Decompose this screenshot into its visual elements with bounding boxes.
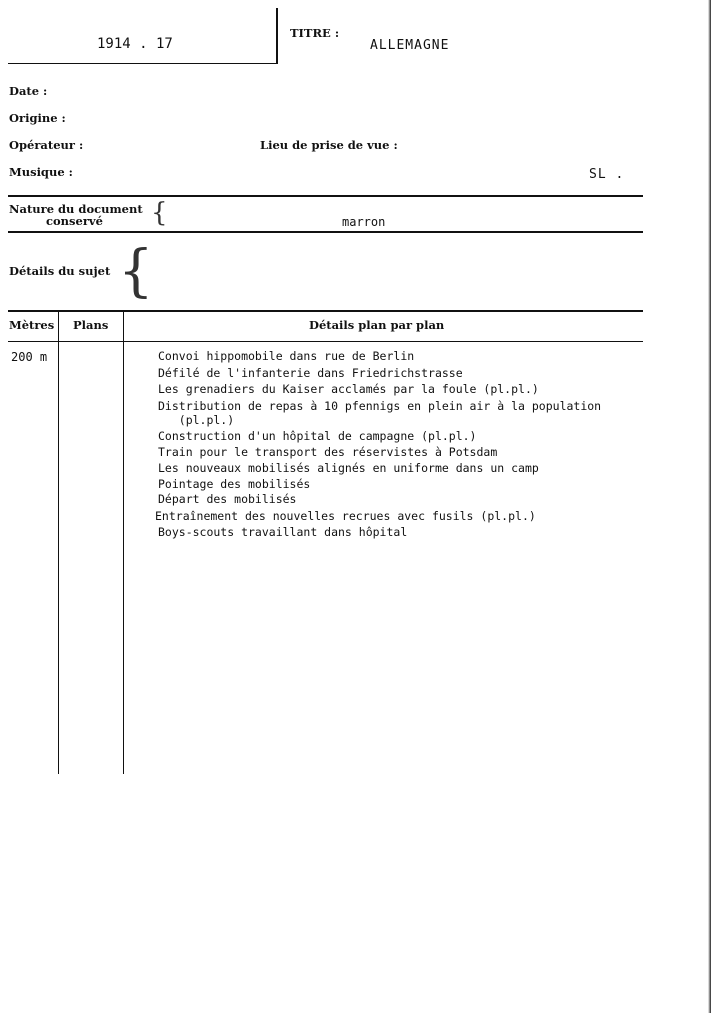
table-divider-1 [58, 311, 59, 774]
plan-line: Départ des mobilisés [158, 492, 297, 506]
plan-line: (pl.pl.) [158, 413, 235, 427]
plan-line: Convoi hippomobile dans rue de Berlin [158, 349, 415, 363]
musique-label: Musique : [9, 165, 73, 179]
nature-label-line1: Nature du document [9, 202, 143, 216]
separator-1 [8, 195, 643, 197]
document-reference: 1914 . 17 [97, 36, 173, 52]
plan-line: Distribution de repas à 10 pfennigs en plein air à la population [158, 399, 602, 413]
separator-2 [8, 231, 643, 233]
details-sujet-brace: { [118, 239, 154, 304]
details-sujet-label: Détails du sujet [9, 264, 111, 278]
origine-label: Origine : [9, 111, 66, 125]
lieu-label: Lieu de prise de vue : [260, 138, 398, 152]
plan-line: Boys-scouts travaillant dans hôpital [158, 525, 408, 539]
metres-value: 200 m [11, 350, 48, 364]
date-label: Date : [9, 84, 48, 98]
plan-line: Les grenadiers du Kaiser acclamés par la foule (pl.pl.) [158, 382, 539, 396]
plan-line: Les nouveaux mobilisés alignés en uniforme dans un camp [158, 461, 539, 475]
titre-label: TITRE : [290, 26, 340, 40]
nature-brace: { [151, 198, 168, 228]
separator-3 [8, 310, 643, 312]
nature-value: marron [342, 215, 386, 229]
header-underline [8, 63, 278, 64]
plan-line: Train pour le transport des réservistes à Potsdam [158, 445, 498, 459]
musique-value: SL . [589, 167, 625, 182]
table-divider-2 [123, 311, 124, 774]
plan-line: Défilé de l'infanterie dans Friedrichstrasse [158, 366, 463, 380]
titre-value: ALLEMAGNE [370, 38, 450, 53]
nature-label-line2: conservé [46, 214, 103, 228]
header-divider [276, 8, 278, 64]
col-header-details: Détails plan par plan [309, 318, 445, 332]
col-header-metres: Mètres [9, 318, 55, 332]
table-header-underline [8, 341, 643, 342]
col-header-plans: Plans [73, 318, 109, 332]
operateur-label: Opérateur : [9, 138, 84, 152]
plan-line: Pointage des mobilisés [158, 477, 311, 491]
plan-line: Construction d'un hôpital de campagne (pl.pl.) [158, 429, 477, 443]
plan-line: Entraînement des nouvelles recrues avec fusils (pl.pl.) [155, 509, 536, 523]
